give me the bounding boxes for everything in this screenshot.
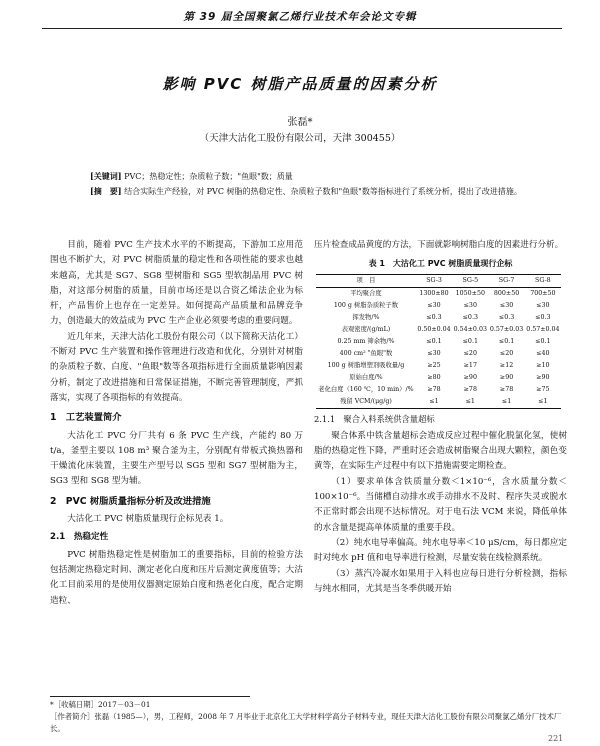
author: 张磊* bbox=[287, 117, 313, 128]
measure-3-paragraph: （3）蒸汽冷凝水如果用于入料也应每日进行分析检测，指标与纯水相同，尤其是当冬季供暖开始 bbox=[314, 568, 567, 594]
table-cell: ≥78 bbox=[463, 386, 477, 394]
table-cell: 800±50 bbox=[493, 290, 520, 298]
table-header-sg5: SG-5 bbox=[452, 274, 488, 287]
table-cell: ≤0.1 bbox=[426, 338, 442, 346]
table-cell: 100 g 树脂杂质粒子数 bbox=[333, 302, 399, 310]
table-cell: 0.54±0.03 bbox=[453, 326, 487, 334]
table-cell: ≥78 bbox=[427, 386, 441, 394]
abstract bbox=[90, 184, 530, 199]
table-cell: ≤0.3 bbox=[535, 314, 551, 322]
table-cell: ≤0.3 bbox=[462, 314, 478, 322]
table-row bbox=[316, 384, 561, 396]
abstract-text: 结合实际生产经验，对 PVC 树脂的热稳定性、杂质粒子数和"鱼眼"数等指标进行了系统分析，提出了改进措施。 bbox=[124, 187, 522, 196]
table-cell: ≤1 bbox=[525, 396, 561, 409]
table-cell: ≤40 bbox=[536, 350, 550, 358]
table-cell: ≤30 bbox=[427, 350, 441, 358]
table-row bbox=[316, 396, 561, 409]
table-row bbox=[316, 348, 561, 360]
keywords-text: PVC；热稳定性；杂质粒子数；"鱼眼"数；质量 bbox=[124, 172, 293, 181]
footnote-author-bio: ［作者简介］张磊（1985—），男，工程师，2008 年 7 月毕业于北京化工大学材料学高分子材料专业，现任天津大沽化工股份有限公司聚氯乙烯分厂技术厂长。 bbox=[50, 712, 562, 733]
table-cell: 原始白度/% bbox=[349, 374, 383, 382]
keywords-label: [关键词] bbox=[90, 171, 122, 181]
table-cell: ≥78 bbox=[499, 386, 514, 394]
table-cell: 0.57±0.04 bbox=[526, 326, 560, 334]
table-cell: ≤0.3 bbox=[426, 314, 442, 322]
table-cell: ≤20 bbox=[499, 350, 514, 358]
table-caption: 表 1 大沽化工 PVC 树脂质量现行企标 bbox=[368, 259, 513, 269]
table-row bbox=[316, 360, 561, 372]
section-2-heading: 2 PVC 树脂质量指标分析及改进措施 bbox=[50, 495, 211, 507]
table-cell: ≤0.1 bbox=[498, 338, 515, 346]
table-cell: 1050±50 bbox=[455, 290, 485, 298]
table-cell: ≤20 bbox=[463, 350, 477, 358]
affiliation: （天津大沽化工股份有限公司，天津 300455） bbox=[199, 133, 401, 144]
continued-paragraph: 压片检查成品黄度的方法，下面就影响树脂白度的因素进行分析。 bbox=[314, 240, 564, 250]
left-column bbox=[50, 238, 303, 609]
keywords bbox=[90, 169, 530, 184]
table-cell: 老化白度（160 ℃，10 min）/% bbox=[318, 386, 414, 394]
table-cell: 0.25 mm 筛余物/% bbox=[337, 338, 395, 346]
page-number: 221 bbox=[548, 734, 564, 743]
table-cell: ≤0.1 bbox=[535, 338, 551, 346]
table-header-row bbox=[316, 274, 561, 287]
table-cell: ≥90 bbox=[463, 374, 477, 382]
footnote-received: *［收稿日期］2017－03－01 bbox=[50, 700, 151, 709]
paper-title: 影响 PVC 树脂产品质量的因素分析 bbox=[162, 75, 438, 93]
section-2-paragraph: 大沽化工 PVC 树脂质量现行企标见表 1。 bbox=[67, 514, 229, 525]
table-cell: 0.57±0.03 bbox=[489, 326, 524, 334]
abstract-label: [摘 要] bbox=[90, 186, 122, 196]
table-cell: ≤0.3 bbox=[498, 314, 515, 322]
table-cell: ≥75 bbox=[536, 386, 550, 394]
table-cell: 表观密度/(g/mL) bbox=[341, 326, 391, 334]
table-row bbox=[316, 324, 561, 336]
table-cell: 残留 VCM/(μg/g) bbox=[316, 396, 416, 409]
section-2-1-1-heading: 2.1.1 聚合入料系统供含量超标 bbox=[314, 413, 435, 424]
table-row bbox=[316, 287, 561, 300]
footnote-rule bbox=[50, 696, 250, 697]
table-row bbox=[316, 336, 561, 348]
header-rule bbox=[42, 28, 562, 29]
intro-paragraph-2: 近几年来，天津大沽化工股份有限公司（以下简称天沽化工）不断对 PVC 生产装置和操作管理进行改造和优化，分别针对树脂的杂质粒子数、白度、"鱼眼"数等各项指标进行全面质量影响因素分析，制定了改进措施和日常保证措施，不断完善管理制度，严抓落实，实现了各项指标的有效提高。 bbox=[50, 331, 303, 403]
table-row bbox=[316, 300, 561, 312]
table-cell: 1300±80 bbox=[419, 290, 449, 298]
table-cell: 100 g 树脂增塑剂吸收量/g bbox=[327, 362, 405, 370]
intro-paragraph-1: 目前，随着 PVC 生产技术水平的不断提高，下游加工应用范围也不断扩大，对 PVC 树脂质量的稳定性和各项性能的要求也越来越高，尤其是 SG7、SG8 型树脂和 SG5 型软制品用 PVC 树脂，对这部分树脂的质量，目前市场还是以合资乙烯法企业为标杆，产品售价上也存在一定差异。如何提高产品质量和品牌竞争力，创造最大的效益成为 PVC 生产企业必须要考虑的重要问题。 bbox=[50, 240, 303, 327]
table-cell: ≤30 bbox=[463, 302, 477, 310]
table-header-sg7: SG-7 bbox=[488, 274, 524, 287]
table-cell: ≤1 bbox=[488, 396, 524, 409]
table-cell: ≥90 bbox=[499, 374, 514, 382]
right-column bbox=[314, 238, 567, 597]
table-cell: ≤30 bbox=[499, 302, 514, 310]
table-cell: ≥90 bbox=[536, 374, 550, 382]
table-cell: ≥25 bbox=[427, 362, 441, 370]
section-2-1-paragraph: PVC 树脂热稳定性是树脂加工的重要指标，目前的检验方法包括测定热稳定时间、测定老化白度和压片后测定黄度值等；大沽化工目前采用的是使用仪器测定原始白度和热老化白度，配合定期造粒、 bbox=[50, 549, 303, 606]
section-2-1-heading: 2.1 热稳定性 bbox=[50, 532, 109, 543]
table-cell: 400 cm² "鱼眼"数 bbox=[339, 350, 393, 358]
measure-2-paragraph: （2）纯水电导率偏高。纯水电导率＜10 μS/cm，每日都应定时对纯水 pH 值和电导率进行检测，尽量安装在线检测系统。 bbox=[314, 537, 567, 564]
table-row bbox=[316, 312, 561, 324]
table-cell: ≤0.1 bbox=[462, 338, 478, 346]
table-cell: ≤1 bbox=[416, 396, 452, 409]
table-header-sg3: SG-3 bbox=[416, 274, 452, 287]
table-cell: ≥80 bbox=[427, 374, 441, 382]
quality-standard-table bbox=[316, 274, 561, 409]
running-header: 第 39 届全国聚氯乙烯行业技术年会论文专辑 bbox=[183, 11, 417, 23]
table-row bbox=[316, 372, 561, 384]
section-2-1-1-paragraph: 聚合体系中铁含量超标会造成反应过程中催化脱氯化氢，使树脂的热稳定性下降，严重时还会造成树脂聚合出现大颗粒，颜色变黄等，在实际生产过程中有以下措施需要定期检查。 bbox=[314, 430, 567, 472]
measure-1-paragraph: （1）要求单体含铁质量分数＜1×10⁻⁶，含水质量分数＜100×10⁻⁶。当储槽自动排水或手动排水不及时、程序失灵或脱水不正常时都会出现不达标情况。对于电石法 VCM 来说，降低单体的水含量是提高单体质量的重要手段。 bbox=[314, 476, 567, 533]
table-cell: ≤30 bbox=[427, 302, 441, 310]
table-header-item: 项 目 bbox=[316, 274, 416, 287]
table-cell: 平均聚合度 bbox=[350, 290, 382, 298]
table-cell: ≥10 bbox=[536, 362, 550, 370]
table-cell: 700±50 bbox=[530, 290, 556, 298]
section-1-heading: 1 工艺装置简介 bbox=[50, 412, 122, 424]
table-cell: ≤30 bbox=[536, 302, 550, 310]
table-cell: 挥发物/% bbox=[352, 314, 380, 322]
table-cell: ≥12 bbox=[499, 362, 514, 370]
table-cell: ≤1 bbox=[452, 396, 488, 409]
section-1-paragraph: 大沽化工 PVC 分厂共有 6 条 PVC 生产线，产能约 80 万 t/a，釜型主要以 108 m³ 聚合釜为主，分别配有带板式换热器和干燥流化床装置，主要生产型号以 SG5 型和 SG7 型树脂为主，SG3 型和 SG8 型为辅。 bbox=[50, 430, 303, 487]
table-cell: 0.50±0.04 bbox=[417, 326, 451, 334]
table-header-sg8: SG-8 bbox=[525, 274, 561, 287]
footnote bbox=[50, 699, 570, 735]
table-cell: ≥17 bbox=[463, 362, 477, 370]
